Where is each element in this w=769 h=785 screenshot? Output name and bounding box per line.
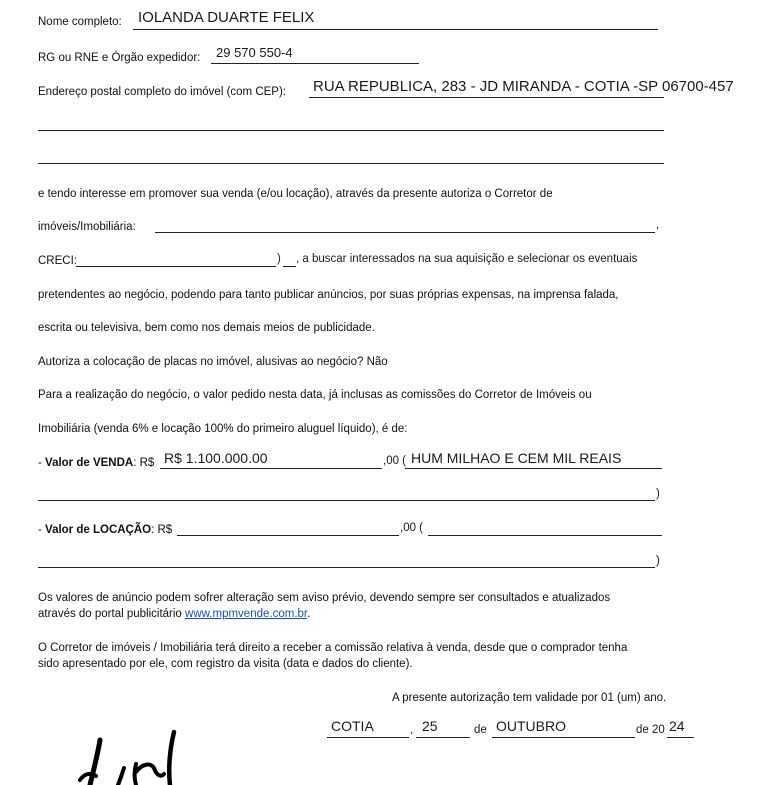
date-de-2: de 20 <box>636 724 665 736</box>
signage-question: Autoriza a colocação de placas no imóvel, alusivas ao negócio? Não <box>38 356 388 368</box>
rent-dash: - <box>38 524 46 536</box>
rg-row <box>38 50 200 66</box>
name-row <box>38 14 122 30</box>
rent-row <box>38 522 172 538</box>
date-month[interactable]: OUTUBRO <box>496 718 566 734</box>
body-line-8: Imobiliária (venda 6% e locação 100% do primeiro aluguel líquido), é de: <box>38 423 408 435</box>
signature-image <box>78 728 198 785</box>
name-label: Nome completo: <box>38 16 122 28</box>
date-de-1: de <box>474 724 487 736</box>
address-line-2 <box>38 130 664 131</box>
sale-words-underline <box>405 468 662 469</box>
sale-words[interactable]: HUM MILHAO E CEM MIL REAIS <box>411 450 622 466</box>
date-day-underline <box>416 737 470 738</box>
address-value[interactable]: RUA REPUBLICA, 283 - JD MIRANDA - COTIA -SP 06700-457 <box>313 78 734 95</box>
creci-paren: ) <box>277 253 281 265</box>
date-day[interactable]: 25 <box>422 718 438 734</box>
broker-row <box>38 219 136 235</box>
commission-line-2: sido apresentado por ele, com registro da visita (data e dados do cliente). <box>38 658 413 670</box>
broker-underline[interactable] <box>155 232 655 233</box>
date-city-underline <box>327 737 409 738</box>
rent-words-underline[interactable] <box>428 535 662 536</box>
creci-text: , a buscar interessados na sua aquisição e selecionar os eventuais <box>296 253 638 265</box>
sale-currency: : R$ <box>133 457 155 469</box>
body-line-5: escrita ou televisiva, bem como nos demais meios de publicidade. <box>38 322 375 334</box>
notes-line-1: Os valores de anúncio podem sofrer alteração sem aviso prévio, devendo sempre ser consultados e atualizados <box>38 592 611 604</box>
rent-words-line-2 <box>38 567 655 568</box>
sale-row <box>38 455 154 471</box>
body-line-7: Para a realização do negócio, o valor pedido nesta data, já inclusas as comissões do Corretor de Imóveis ou <box>38 389 592 401</box>
body-line-4: pretendentes ao negócio, podendo para tanto publicar anúncios, por suas próprias expensas, na imprensa falada, <box>38 289 619 301</box>
sale-cents: ,00 ( <box>383 455 407 467</box>
sale-value-underline <box>160 468 382 469</box>
address-row <box>38 84 286 100</box>
sale-label: Valor de VENDA <box>45 457 134 469</box>
rent-close: ) <box>656 555 660 567</box>
address-label: Endereço postal completo do imóvel (com CEP): <box>38 86 286 98</box>
date-sep: , <box>410 724 414 736</box>
name-value[interactable]: IOLANDA DUARTE FELIX <box>138 9 315 26</box>
sale-dash: - <box>38 457 46 469</box>
date-year-underline <box>667 737 694 738</box>
sale-value[interactable]: R$ 1.100.000.00 <box>164 450 268 466</box>
creci-label: CRECI: <box>38 255 77 267</box>
notes-line-2 <box>38 606 310 622</box>
notes-line-2-end: . <box>307 608 311 620</box>
validity-text: A presente autorização tem validade por 01 (um) ano. <box>392 692 667 704</box>
rent-cents: ,00 ( <box>400 522 424 534</box>
address-line-3 <box>38 163 664 164</box>
name-underline <box>133 29 658 30</box>
date-year[interactable]: 24 <box>669 718 685 734</box>
rg-label: RG ou RNE e Órgão expedidor: <box>38 52 201 64</box>
creci-underline[interactable] <box>76 266 276 267</box>
rg-value[interactable]: 29 570 550-4 <box>216 45 293 60</box>
sale-words-line-2 <box>38 500 655 501</box>
body-line-1: e tendo interesse em promover sua venda (e/ou locação), através da presente autoriza o Corretor de <box>38 188 553 200</box>
rg-underline <box>211 63 419 64</box>
broker-comma: , <box>656 219 660 231</box>
rent-label: Valor de LOCAÇÃO <box>45 524 152 536</box>
date-month-underline <box>492 737 635 738</box>
sale-close: ) <box>656 488 660 500</box>
portal-link[interactable]: www.mpmvende.com.br <box>185 608 308 620</box>
rent-value-underline[interactable] <box>177 535 399 536</box>
commission-line-1: O Corretor de imóveis / Imobiliária terá direito a receber a comissão relativa à venda, desde que o comprador tenha <box>38 642 628 654</box>
rent-currency: : R$ <box>151 524 173 536</box>
date-city[interactable]: COTIA <box>331 718 374 734</box>
address-underline <box>309 97 664 98</box>
broker-label: imóveis/Imobiliária: <box>38 221 136 233</box>
creci-underline-2 <box>283 266 296 267</box>
notes-line-2-text: através do portal publicitário <box>38 608 186 620</box>
